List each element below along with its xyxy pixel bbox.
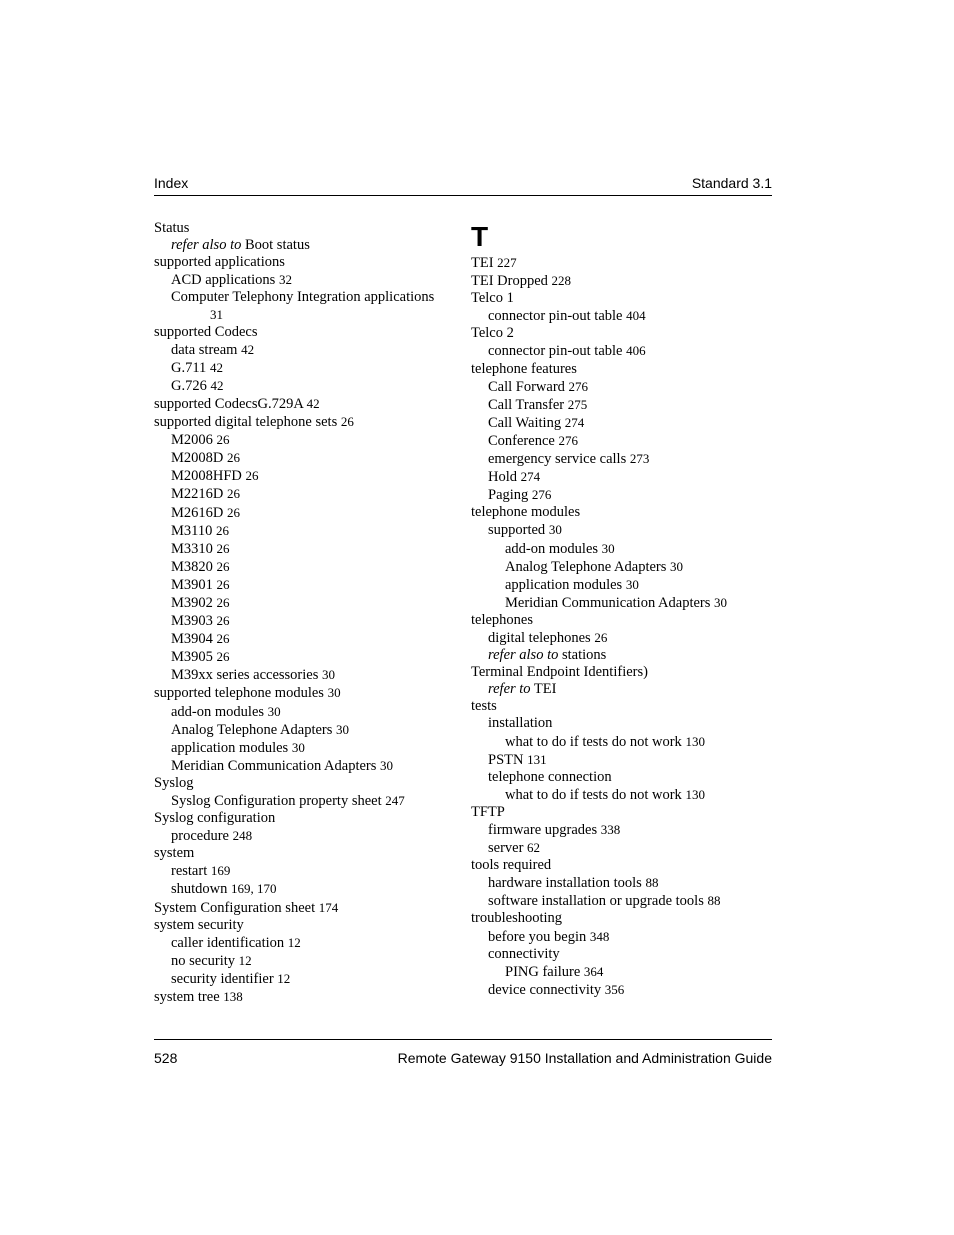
index-entry: [154, 467, 454, 485]
index-entry: [154, 757, 454, 775]
index-term: tools required: [471, 857, 552, 874]
index-term: G.726: [171, 377, 207, 394]
index-term: connector pin-out table: [488, 308, 623, 325]
index-term: M3902: [171, 594, 213, 611]
page-reference[interactable]: 169, 170: [231, 881, 277, 897]
index-term: M3903: [171, 613, 213, 630]
index-term: add-on modules: [505, 540, 599, 557]
index-entry: [154, 612, 454, 630]
index-entry: [154, 324, 454, 341]
index-entry: [471, 910, 771, 927]
index-term: stations: [558, 647, 607, 664]
cross-reference-label: refer also to: [171, 237, 242, 254]
index-term: Telco 2: [471, 325, 514, 342]
page-reference[interactable]: 42: [210, 377, 224, 393]
index-term: firmware upgrades: [488, 822, 598, 838]
page-reference[interactable]: 26: [216, 631, 230, 647]
index-entry: [471, 874, 771, 892]
index-entry: [471, 715, 771, 732]
index-entry: [154, 970, 454, 988]
page-reference[interactable]: 30: [322, 667, 335, 683]
index-term: M3110: [171, 522, 213, 539]
index-entry: [154, 952, 454, 970]
page-reference[interactable]: 30: [327, 685, 341, 701]
index-entry: [154, 271, 454, 289]
page-reference[interactable]: 42: [241, 341, 255, 357]
index-entry: [471, 272, 771, 290]
index-term: installation: [488, 715, 553, 732]
page-reference[interactable]: 273: [629, 451, 650, 467]
index-term: digital telephones: [488, 629, 591, 646]
page-reference[interactable]: 228: [551, 273, 572, 289]
page-reference[interactable]: 338: [600, 822, 621, 837]
index-term: TFTP: [471, 803, 505, 820]
index-term: supported digital telephone sets: [154, 414, 338, 431]
index-term: Boot status: [241, 237, 310, 254]
index-entry: [154, 739, 454, 757]
index-term: device connectivity: [488, 981, 602, 998]
page-reference[interactable]: 248: [232, 828, 253, 844]
page-reference[interactable]: 275: [567, 396, 588, 412]
index-term: M2008HFD: [171, 468, 242, 485]
index-term: caller identification: [171, 934, 285, 951]
page-reference[interactable]: 26: [216, 613, 230, 629]
page-reference[interactable]: 30: [601, 540, 615, 556]
index-entry: [154, 220, 454, 237]
page-reference[interactable]: 30: [548, 522, 562, 538]
page-reference[interactable]: 31: [210, 307, 223, 323]
index-entry: [471, 396, 771, 414]
index-term: Computer Telephony Integration applications: [171, 289, 435, 306]
page-reference[interactable]: 26: [215, 522, 229, 538]
index-term: Meridian Communication Adapters: [505, 594, 711, 611]
index-term: M2006: [171, 432, 213, 449]
index-entry: [471, 307, 771, 325]
index-term: Call Transfer: [488, 396, 565, 413]
index-term: Telco 1: [471, 290, 514, 307]
index-term: supported applications: [154, 254, 285, 271]
index-entry: [471, 786, 771, 804]
index-term: hardware installation tools: [488, 875, 642, 892]
page-reference[interactable]: 30: [380, 757, 394, 773]
index-term: Analog Telephone Adapters: [171, 721, 333, 738]
index-term: what to do if tests do not work: [505, 733, 682, 750]
page-reference[interactable]: 26: [227, 450, 240, 466]
index-term: G.711: [171, 359, 207, 376]
index-entry: [471, 558, 771, 576]
index-entry: [471, 594, 771, 612]
page-reference[interactable]: 348: [589, 928, 610, 944]
index-term: Call Forward: [488, 378, 565, 395]
page-reference[interactable]: 26: [227, 504, 240, 520]
page-number: 528: [154, 1050, 178, 1066]
section-letter: T: [471, 221, 489, 252]
index-entry: [154, 630, 454, 648]
index-entry: [154, 540, 454, 558]
page-reference[interactable]: 26: [216, 649, 230, 665]
page-reference[interactable]: 26: [340, 414, 354, 430]
index-entry: [154, 395, 454, 413]
index-term: procedure: [171, 828, 229, 845]
index-entry: [471, 839, 771, 857]
index-term: TEI: [530, 681, 557, 698]
index-term: data stream: [171, 341, 238, 358]
cross-reference-label: refer to: [488, 681, 531, 698]
index-term: M3901: [171, 576, 213, 593]
index-entry: [471, 681, 771, 698]
index-term: software installation or upgrade tools: [488, 893, 704, 910]
index-entry: [154, 775, 454, 792]
index-entry: [471, 361, 771, 378]
index-entry: [154, 341, 454, 359]
page-reference[interactable]: 26: [216, 558, 230, 574]
index-term: Meridian Communication Adapters: [171, 757, 377, 774]
index-entry: [154, 845, 454, 862]
index-entry: [471, 612, 771, 629]
index-entry: [471, 804, 771, 821]
page-reference[interactable]: 30: [714, 594, 728, 610]
index-entry: [154, 810, 454, 827]
index-term: connectivity: [488, 945, 560, 962]
index-term: Conference: [488, 432, 555, 449]
index-term: supported Codecs: [154, 323, 258, 340]
index-term: Call Waiting: [488, 414, 562, 431]
index-column-left: [154, 220, 454, 1006]
index-entry: [154, 988, 454, 1006]
index-term: PING failure: [505, 963, 581, 980]
index-term: M3905: [171, 649, 213, 666]
index-entry: [471, 733, 771, 751]
index-entry: [154, 377, 454, 395]
index-entry: [154, 449, 454, 467]
index-entry: [154, 558, 454, 576]
index-term: troubleshooting: [471, 910, 563, 927]
index-entry: [154, 594, 454, 612]
page-reference[interactable]: 88: [707, 893, 721, 909]
page-reference[interactable]: 406: [626, 343, 646, 359]
index-term: telephone features: [471, 360, 577, 377]
page-reference[interactable]: 276: [558, 432, 578, 448]
index-entry: [154, 306, 454, 323]
index-entry: [471, 698, 771, 715]
index-entry: [471, 629, 771, 647]
page-reference[interactable]: 26: [594, 629, 608, 645]
cross-reference-label: refer also to: [488, 647, 559, 664]
index-entry: [471, 504, 771, 521]
index-term: restart: [171, 863, 208, 880]
page-reference[interactable]: 130: [685, 786, 705, 802]
index-entry: [154, 721, 454, 739]
index-entry: [471, 821, 771, 839]
page-reference[interactable]: 274: [564, 414, 585, 430]
index-term: Paging: [488, 487, 529, 504]
index-entry: [471, 342, 771, 360]
index-entry: [471, 450, 771, 468]
index-entry: [154, 485, 454, 503]
guide-title: Remote Gateway 9150 Installation and Administration Guide: [397, 1050, 772, 1066]
index-term: tests: [471, 698, 497, 715]
header-section-title: Index: [154, 175, 189, 191]
index-term: M3904: [171, 631, 213, 648]
index-term: application modules: [505, 576, 623, 593]
footer-rule: [154, 1039, 772, 1040]
page-reference[interactable]: 62: [527, 840, 541, 856]
index-entry: [154, 359, 454, 377]
index-term: add-on modules: [171, 703, 265, 720]
index-term: Analog Telephone Adapters: [505, 558, 667, 575]
index-entry: [471, 468, 771, 486]
index-term: no security: [171, 952, 236, 969]
page-reference[interactable]: 404: [626, 308, 646, 324]
page-reference[interactable]: 30: [625, 576, 639, 592]
page-reference[interactable]: 274: [520, 469, 541, 485]
page-reference[interactable]: 364: [583, 963, 604, 979]
page-reference[interactable]: 42: [209, 359, 223, 375]
page-reference[interactable]: 138: [223, 989, 243, 1005]
page-reference[interactable]: 32: [278, 272, 292, 288]
index-term: security identifier: [171, 970, 274, 987]
page-reference[interactable]: 227: [497, 255, 517, 270]
index-term: supported: [488, 522, 546, 539]
page-reference[interactable]: 26: [216, 594, 230, 610]
page-reference[interactable]: 356: [604, 981, 625, 997]
index-term: ACD applications: [171, 272, 276, 289]
index-term: Syslog configuration: [154, 810, 276, 827]
index-entry: [154, 413, 454, 431]
index-term: supported CodecsG.729A: [154, 395, 304, 412]
index-term: Status: [154, 220, 190, 236]
index-term: system security: [154, 916, 244, 933]
index-term: PSTN: [488, 751, 524, 768]
header-rule: [154, 195, 772, 196]
index-term: Syslog: [154, 774, 194, 791]
page-reference[interactable]: 30: [291, 739, 305, 755]
index-entry: [471, 486, 771, 504]
index-entry: [154, 862, 454, 880]
index-entry: [154, 827, 454, 845]
index-term: M2216D: [171, 486, 224, 503]
index-term: system: [154, 845, 195, 862]
index-term: Terminal Endpoint Identifiers): [471, 664, 648, 681]
index-term: before you begin: [488, 928, 587, 945]
index-entry: [154, 254, 454, 271]
index-term: what to do if tests do not work: [505, 786, 682, 803]
page-reference[interactable]: 26: [245, 468, 259, 484]
index-term: telephone modules: [471, 504, 581, 521]
index-entry: [471, 576, 771, 594]
index-entry: [471, 521, 771, 539]
page-reference[interactable]: 276: [531, 487, 552, 503]
page-reference[interactable]: 131: [527, 751, 547, 767]
index-term: telephone connection: [488, 768, 612, 785]
index-term: Hold: [488, 469, 517, 486]
index-term: telephones: [471, 611, 534, 628]
page-reference[interactable]: 247: [385, 793, 405, 808]
index-term: M39xx series accessories: [171, 667, 319, 684]
index-entry: [471, 325, 771, 342]
index-entry: [471, 963, 771, 981]
page-reference[interactable]: 169: [210, 863, 231, 879]
index-entry: [154, 934, 454, 952]
index-entry: [471, 928, 771, 946]
index-entry: [471, 664, 771, 681]
page-reference[interactable]: 30: [267, 703, 281, 719]
index-entry: [154, 899, 454, 917]
index-entry: [471, 414, 771, 432]
index-entry: [471, 378, 771, 396]
index-term: TEI Dropped: [471, 273, 548, 290]
page-reference[interactable]: 30: [336, 721, 350, 737]
index-entry: [154, 504, 454, 522]
index-term: server: [488, 840, 524, 857]
index-term: supported telephone modules: [154, 685, 324, 702]
page-reference[interactable]: 88: [645, 875, 659, 891]
page-reference[interactable]: 26: [216, 576, 230, 592]
index-term: system tree: [154, 989, 220, 1006]
index-entry: [154, 666, 454, 684]
page-reference[interactable]: 174: [318, 899, 339, 915]
index-term: TEI: [471, 255, 494, 271]
index-entry: [471, 769, 771, 786]
page-reference[interactable]: 12: [287, 934, 301, 950]
index-entry: [471, 647, 771, 664]
index-entry: [471, 432, 771, 450]
page-reference[interactable]: 26: [216, 432, 230, 448]
page-reference[interactable]: 276: [568, 378, 589, 394]
index-entry: [471, 857, 771, 874]
header-version: Standard 3.1: [691, 175, 772, 191]
index-entry: [154, 576, 454, 594]
index-entry: [471, 751, 771, 769]
index-term: emergency service calls: [488, 451, 627, 468]
index-term: connector pin-out table: [488, 343, 623, 360]
page-reference[interactable]: 26: [216, 540, 230, 556]
index-entry: [154, 522, 454, 540]
index-entry: [471, 892, 771, 910]
index-entry: [154, 880, 454, 898]
index-entry: [471, 540, 771, 558]
page-reference[interactable]: 12: [238, 952, 252, 968]
index-entry: [154, 792, 454, 810]
index-term: M2616D: [171, 504, 224, 521]
index-entry: [154, 648, 454, 666]
index-entry: [154, 684, 454, 702]
index-entry: [154, 237, 454, 254]
page-reference[interactable]: 42: [306, 395, 320, 411]
page-reference[interactable]: 26: [227, 486, 240, 502]
index-entry: [471, 290, 771, 307]
index-term: shutdown: [171, 881, 228, 898]
index-entry: [154, 289, 454, 306]
page-reference[interactable]: 12: [277, 970, 291, 986]
index-entry: [471, 254, 771, 272]
index-term: application modules: [171, 739, 289, 756]
index-entry: [154, 917, 454, 934]
index-term: M2008D: [171, 450, 224, 467]
index-term: System Configuration sheet: [154, 899, 316, 916]
index-term: M3310: [171, 540, 213, 557]
index-term: Syslog Configuration property sheet: [171, 793, 382, 809]
page-reference[interactable]: 30: [670, 558, 684, 574]
index-entry: [154, 431, 454, 449]
index-entry: [471, 981, 771, 999]
index-term: M3820: [171, 558, 213, 575]
index-column-right: [471, 220, 771, 999]
index-entry: [471, 946, 771, 963]
page-reference[interactable]: 130: [685, 733, 705, 749]
index-entry: [154, 703, 454, 721]
